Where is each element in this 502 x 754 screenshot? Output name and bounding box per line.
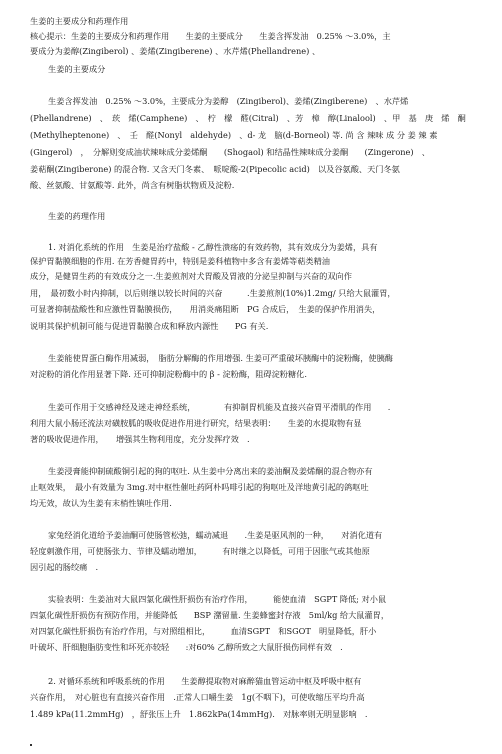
paragraph-line: 叶破坏、肝细胞脂肪变性和坏死亦较轻 :对60% 乙醇所致之大鼠肝损伤同样有效 . <box>30 642 343 652</box>
article-title: 生姜的主要成分和药理作用 <box>30 16 129 26</box>
paragraph-line: 止呕效果， 最小有效量为 3mg.对中枢性催吐药阿朴吗啡引起的狗呕吐及洋地黄引起的鸽呕吐 <box>30 482 369 492</box>
paragraph-line: 利用大鼠小肠还流法对磺胺胍的吸收促进作用进行研究，结果表明： 生姜的水提取物有显 <box>30 418 362 428</box>
paragraph-line: 1.489 kPa(11.2mmHg) ，舒张压上升 1.862kPa(14mmHg). 对脉率则无明显影响 . <box>30 709 368 719</box>
paragraph-line: 用， 最初数小时内抑制，以后则继以较长时间的兴奋 .生姜煎剂(10%)1.2mg/ 只给大鼠灌胃， <box>30 288 396 298</box>
paragraph-line: 生姜浸膏能抑制硫酸铜引起的狗的呕吐. 从生姜中分离出来的姜油酮及姜烯酮的混合物亦有 <box>48 466 373 476</box>
paragraph-line: 均无效，故认为生姜有末梢性镇吐作用. <box>30 498 172 508</box>
paragraph-line: 生姜可作用于交感神经及迷走神经系统， 有抑制胃机能及直接兴奋胃平滑肌的作用 . <box>48 402 391 412</box>
paragraph-line: 保护胃黏膜细胞的作用. 在芳香健胃药中，特别是姜科植物中多含有姜烯等萜类精油 <box>30 256 330 266</box>
paragraph-line: 说明其保护机制可能与促进胃黏膜合成和释放内源性 PG 有关. <box>30 321 269 331</box>
paragraph-line: 实验表明：生姜油对大鼠四氯化碳性肝损伤有治疗作用， 能使血清 SGPT 降低; 对小鼠 <box>48 594 387 604</box>
paragraph-line: 2. 对循环系统和呼吸系统的作用 生姜醇提取物对麻醉猫血管运动中枢及呼吸中枢有 <box>48 676 362 686</box>
paragraph-line: 酸、丝氨酸、甘氨酸等. 此外，尚含有树脂状物质及淀粉. <box>30 180 235 190</box>
paragraph-line: 可显著抑制盐酸性和应激性胃黏膜损伤， 用消炎痛阻断 PG 合成后， 生姜的保护作用消失， <box>30 304 381 314</box>
core-summary-line: 要成分为姜醇(Zingiberol) 、姜烯(Zingiberene) 、水芹烯(Phellandrene) 、 <box>30 46 321 56</box>
paragraph-line: 家兔经消化道给予姜油酮可使肠管松弛，蠕动减退 .生姜是驱风剂的一种， 对消化道有 <box>48 530 383 540</box>
section-heading-components: 生姜的主要成分 <box>48 64 106 74</box>
paragraph-line: (Phellandrene) 、 莰 烯(Camphene) 、 柠 檬 醛(Citral) 、芳 樟 醇(Linalool) 、甲 基 庚 烯 酮 <box>30 113 466 123</box>
paragraph-line: (Methylheptenone) 、 壬 醛(Nonyl aldehyde) 、d- 龙 脑(d-Borneol) 等. 尚 含 辣味 成 分 姜 辣 素 <box>30 130 438 140</box>
paragraph-line: 生姜能使胃蛋白酶作用减弱， 脂肪分解酶的作用增强. 生姜可严重破坏胰酶中的淀粉酶，使胰酶 <box>48 353 393 363</box>
paragraph-line: 对四氯化碳性肝损伤有治疗作用，与对照组相比， 血清SGPT 和SGOT 明显降低，肝小 <box>30 626 377 636</box>
paragraph-line: (Gingerol) ， 分解则变成油状辣味成分姜烯酮 (Shogaol) 和结晶性辣味成分姜酮 (Zingerone) 、 <box>30 147 430 157</box>
paragraph-line: 成分，是健胃生药的有效成分之一.生姜煎剂对犬胃酸及胃液的分泌呈抑制与兴奋的双向作 <box>30 271 352 281</box>
section-heading-pharmacology: 生姜的药理作用 <box>48 211 106 221</box>
page-dot-mark <box>30 744 32 746</box>
paragraph-line: 因引起的肠绞痛 . <box>30 562 99 572</box>
paragraph-line: 姜萜酮(Zingiberone) 的混合物. 又含天门冬素、 哌啶酸-2(Pipecolic acid) 以及谷氨酸、天门冬氨 <box>30 164 400 174</box>
paragraph-line: 1. 对消化系统的作用 生姜是治疗盐酸 - 乙醇性溃疡的有效药物，其有效成分为姜烯，具有 <box>48 242 378 252</box>
paragraph-line: 生姜含挥发油 0.25% ～3.0%，主要成分为姜醇 (Zingiberol)、姜烯(Zingiberene) 、水芹烯 <box>48 96 409 106</box>
core-summary-line: 核心提示：生姜的主要成分和药理作用 生姜的主要成分 生姜含挥发油 0.25% ～3.0%，主 <box>30 31 391 41</box>
paragraph-line: 对淀粉的消化作用显著下降. 还可抑制淀粉酶中的 β - 淀粉酶，阻碍淀粉糖化. <box>30 369 307 379</box>
paragraph-line: 兴奋作用， 对心脏也有直接兴奋作用 .正常人口嚼生姜 1g(不咽下)，可使收缩压平均升高 <box>30 692 365 702</box>
paragraph-line: 著的吸收促进作用， 增强其生物利用度，充分发挥疗效 . <box>30 434 250 444</box>
paragraph-line: 四氯化碳性肝损伤有预防作用，并能降低 BSP 潴留量. 生姜蜂蜜封存液 5ml/kg 给大鼠灌胃， <box>30 610 390 620</box>
paragraph-line: 轻度刺激作用，可使肠张力、节律及蠕动增加， 有时继之以降低，可用于因胀气或其他原 <box>30 546 370 556</box>
